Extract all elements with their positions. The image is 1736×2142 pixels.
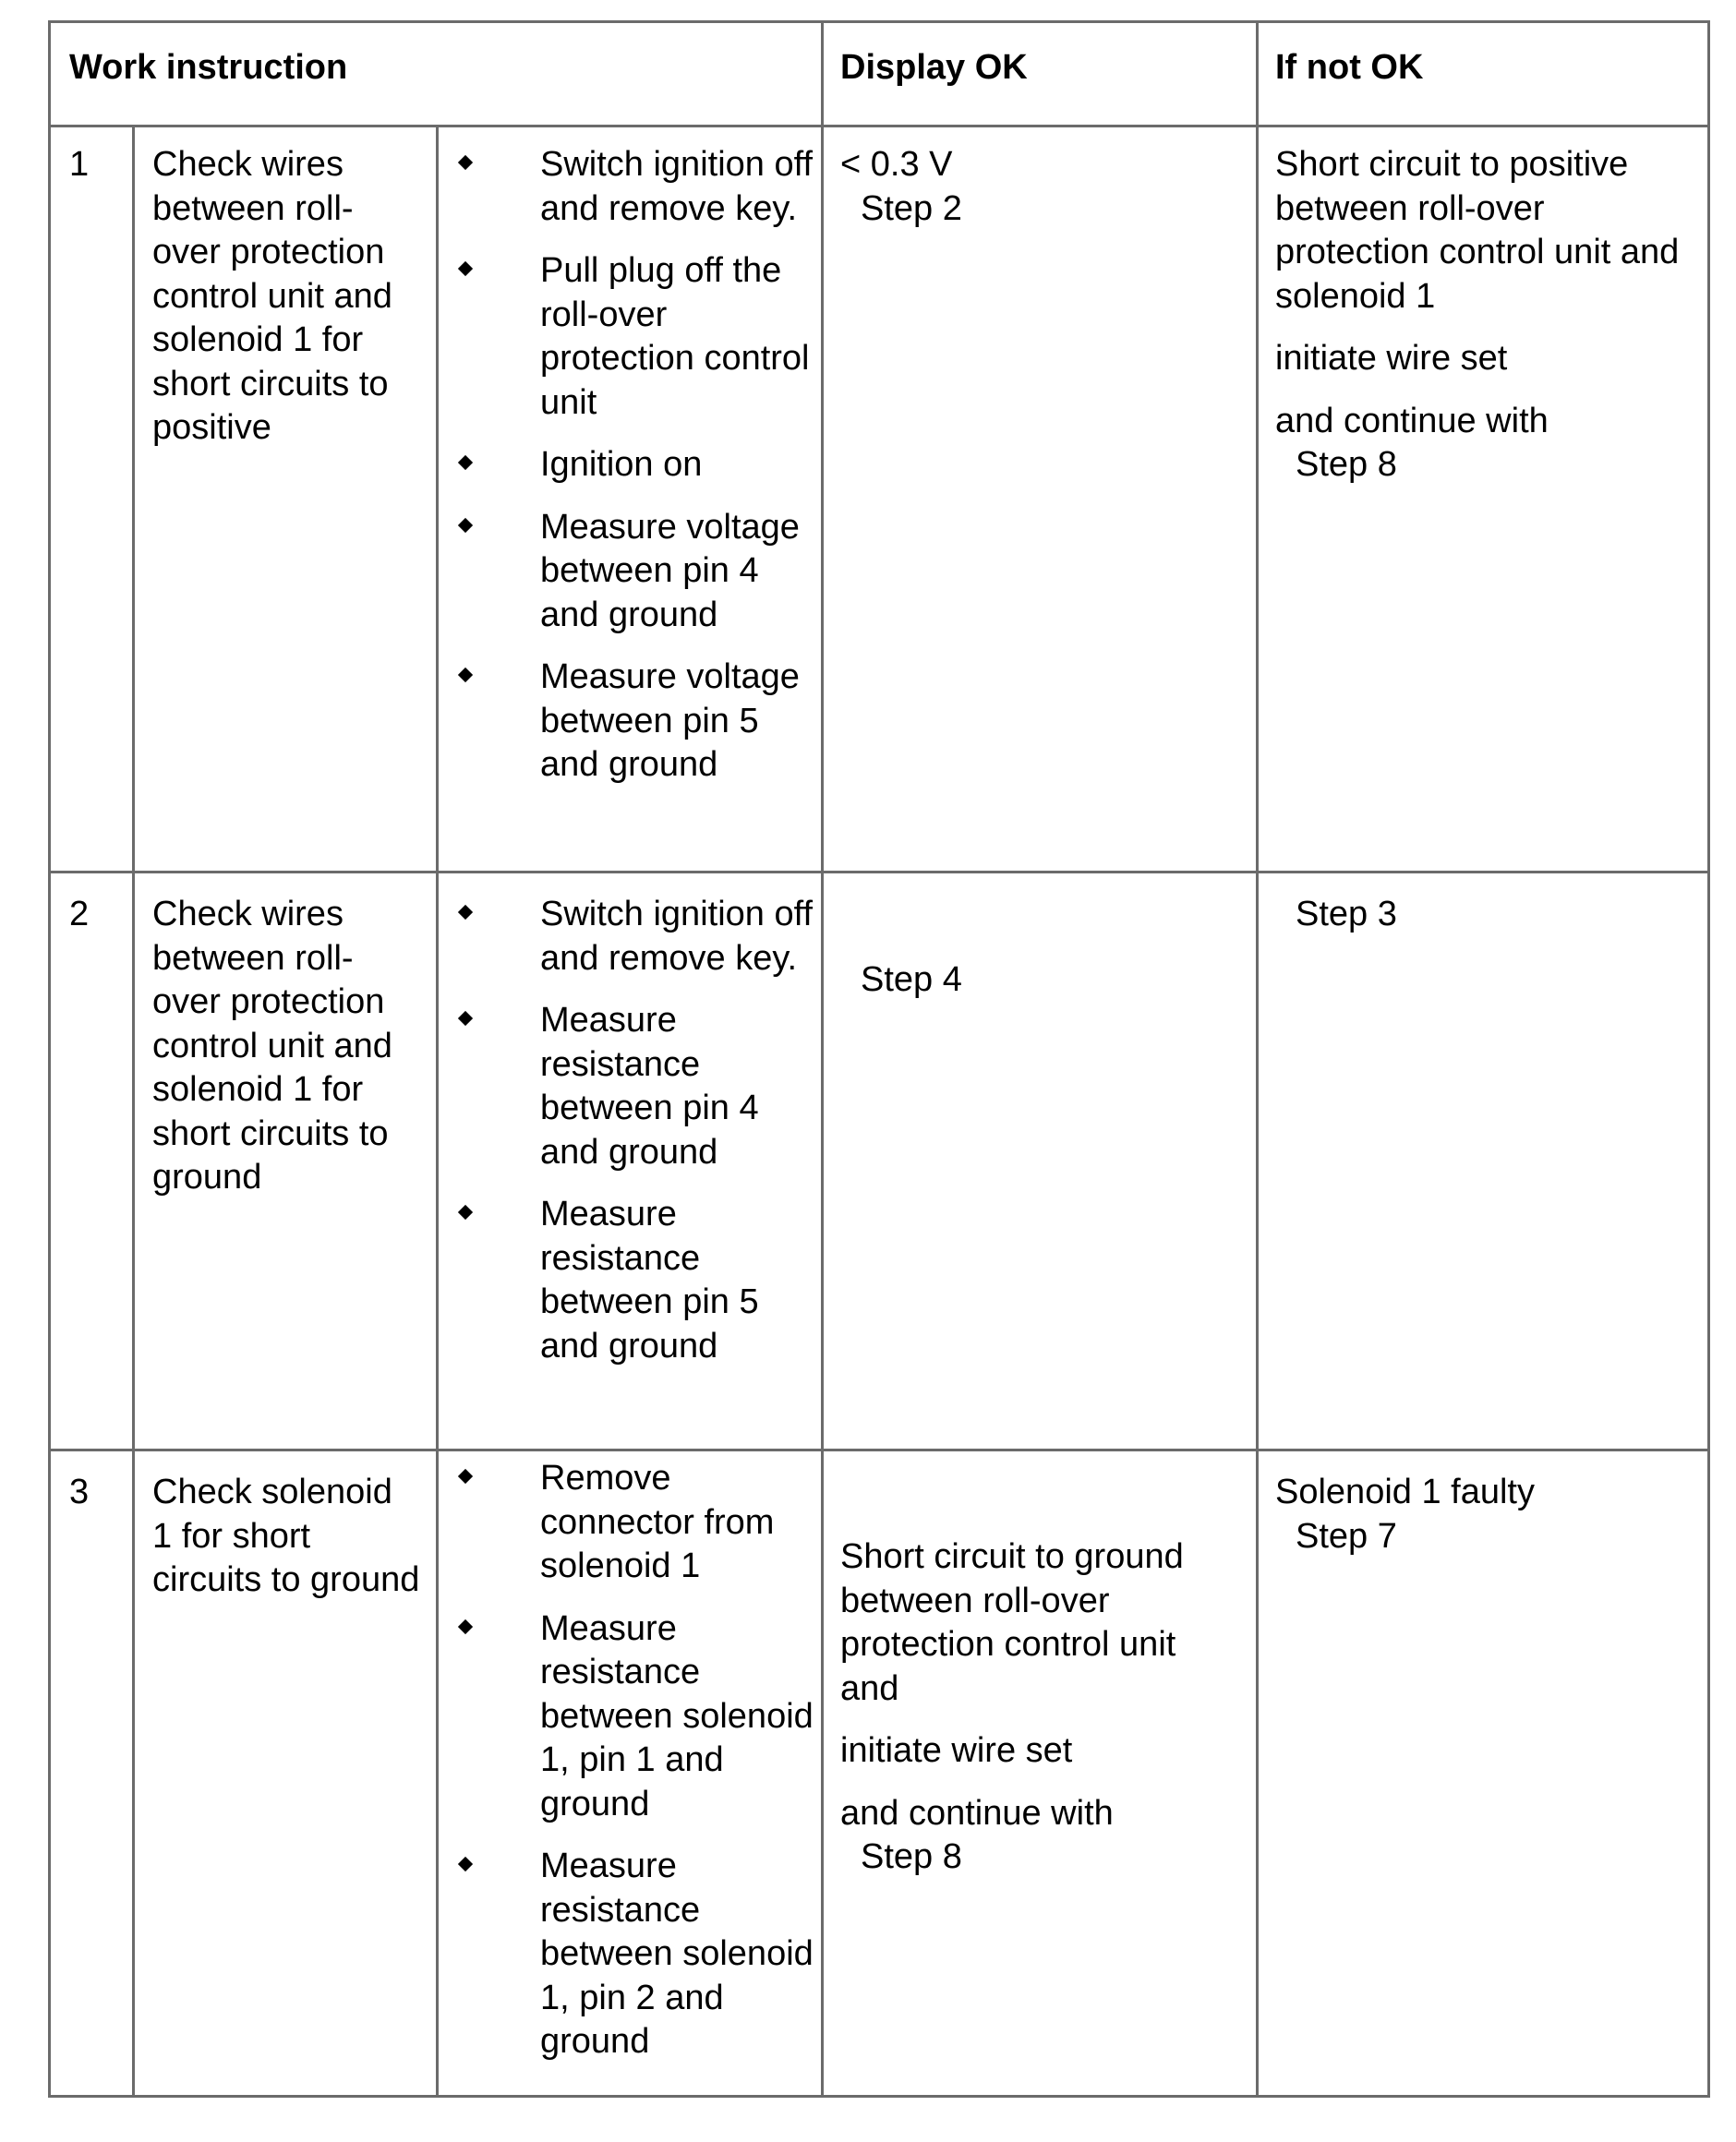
row-3-number: 3 [69, 1473, 90, 1511]
row-divider-2 [51, 1449, 1707, 1451]
bullet-icon [458, 1619, 473, 1633]
bullet-icon [458, 1205, 473, 1220]
bullet-icon [458, 668, 473, 682]
row-3-step: Measure resistance between solenoid 1, pin 2 and ground [540, 1845, 817, 2064]
header-if-not-ok: If not OK [1275, 48, 1424, 87]
row-divider-1 [51, 871, 1707, 873]
header-display-ok: Display OK [840, 48, 1028, 87]
bullet-icon [458, 155, 473, 170]
row-1-step: Measure voltage between pin 5 and ground [540, 656, 817, 788]
step-ref: Step 3 [1296, 895, 1397, 933]
row-1-step: Measure voltage between pin 4 and ground [540, 506, 817, 638]
row-1-step: Switch ignition off and remove key. [540, 143, 817, 231]
row-2-display-ok [840, 958, 1247, 1021]
row-1-if-not-ok [1275, 143, 1700, 506]
bullet-icon [458, 455, 473, 470]
bullet-icon [458, 905, 473, 920]
header-work-instruction: Work instruction [69, 48, 348, 87]
row-divider-header [51, 125, 1707, 127]
work-instruction-table [48, 20, 1710, 2098]
col-divider-ifnot [1256, 23, 1259, 2095]
step-ref: Step 2 [861, 188, 962, 228]
row-2-step: Measure resistance between pin 4 and ground [540, 999, 817, 1174]
bullet-icon [458, 1857, 473, 1871]
fault-action: initiate wire set [840, 1731, 1073, 1770]
row-3-step: Measure resistance between solenoid 1, pin 1 and ground [540, 1607, 817, 1827]
row-2-steps [540, 893, 817, 1387]
row-2-step: Measure resistance between pin 5 and ground [540, 1193, 817, 1368]
fault-description: Solenoid 1 faulty [1275, 1473, 1535, 1511]
step-ref: Step 4 [861, 960, 962, 999]
step-ref: Step 8 [861, 1837, 962, 1876]
fault-action: and continue with [1275, 401, 1549, 440]
row-1-steps [540, 143, 817, 806]
fault-description: Short circuit to ground between roll-over protection control unit and [840, 1537, 1184, 1708]
row-2-step: Switch ignition off and remove key. [540, 893, 817, 981]
bullet-icon [458, 261, 473, 276]
row-2-if-not-ok [1275, 893, 1700, 956]
row-1-number: 1 [69, 145, 90, 184]
bullet-icon [458, 1011, 473, 1026]
display-value: < 0.3 V [840, 145, 953, 184]
step-ref: Step 8 [1296, 445, 1397, 484]
fault-action: initiate wire set [1275, 339, 1508, 378]
row-3-check: Check solenoid 1 for short circuits to ground [152, 1473, 420, 1599]
col-divider-number [132, 125, 135, 2095]
row-1-step: Pull plug off the roll-over protection control unit [540, 249, 817, 425]
bullet-icon [458, 1469, 473, 1484]
bullet-icon [458, 517, 473, 532]
col-divider-display [821, 23, 824, 2095]
step-ref: Step 7 [1296, 1516, 1397, 1556]
row-3-if-not-ok [1275, 1471, 1700, 1577]
row-1-display-ok [840, 143, 1247, 249]
col-divider-check [436, 125, 439, 2095]
row-3-display-ok [840, 1535, 1228, 1898]
fault-action: and continue with [840, 1793, 1114, 1833]
row-1-check: Check wires between roll-over protection control unit and solenoid 1 for short circuits to positive [152, 145, 392, 447]
row-3-steps [540, 1457, 817, 2083]
fault-description: Short circuit to positive between roll-over protection control unit and solenoid 1 [1275, 145, 1680, 316]
row-1-step: Ignition on [540, 443, 817, 487]
row-2-check: Check wires between roll-over protection control unit and solenoid 1 for short circuits to ground [152, 895, 392, 1197]
row-2-number: 2 [69, 895, 90, 933]
row-3-step: Remove connector from solenoid 1 [540, 1457, 817, 1589]
